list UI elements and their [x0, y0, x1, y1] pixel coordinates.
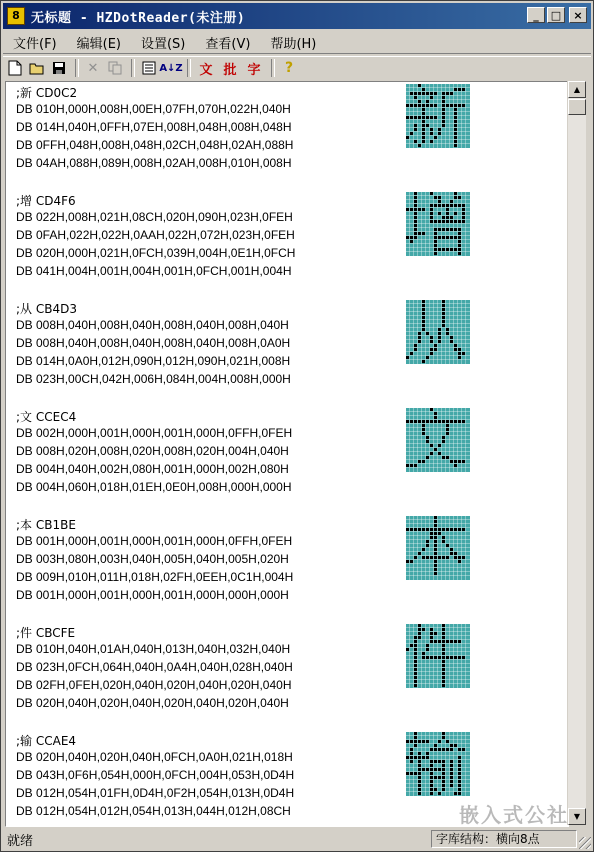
db-line: DB 001H,000H,001H,000H,001H,000H,000H,000H — [16, 588, 289, 602]
window-controls — [527, 7, 587, 23]
text-button-wen[interactable]: 文 — [199, 62, 213, 78]
sort-label: A↓Z — [159, 62, 183, 74]
toolbar-separator — [131, 59, 135, 77]
glyph-entry — [16, 300, 556, 408]
db-line: DB 004H,040H,002H,080H,001H,000H,002H,080H — [16, 462, 289, 476]
scroll-up-icon[interactable]: ▲ — [568, 81, 586, 98]
toolbar — [5, 57, 301, 79]
db-line: DB 003H,080H,003H,040H,005H,040H,005H,020H — [16, 552, 289, 566]
db-line: DB 020H,040H,020H,040H,020H,040H,020H,040H — [16, 696, 289, 710]
open-folder-icon[interactable] — [27, 58, 47, 78]
close-button[interactable]: × — [569, 7, 587, 23]
resize-grip-icon[interactable] — [579, 837, 591, 849]
dot-matrix-preview — [406, 84, 470, 148]
menu-bar — [3, 31, 591, 53]
db-line: DB 001H,000H,001H,000H,001H,000H,0FFH,0FEH — [16, 534, 293, 548]
db-line: DB 043H,0F6H,054H,000H,0FCH,004H,053H,0D4H — [16, 768, 295, 782]
db-line: DB 008H,040H,008H,040H,008H,040H,008H,0A0H — [16, 336, 291, 350]
db-line: DB 020H,040H,020H,040H,0FCH,0A0H,021H,018H — [16, 750, 293, 764]
toolbar-separator — [75, 59, 79, 77]
db-line: DB 014H,040H,0FFH,07EH,008H,048H,008H,048H — [16, 120, 292, 134]
dot-matrix-preview — [406, 300, 470, 364]
sort-az-icon[interactable] — [161, 58, 181, 78]
title-bar[interactable] — [3, 3, 591, 29]
menu-view[interactable]: 查看(V) — [205, 36, 251, 52]
maximize-button[interactable]: □ — [547, 7, 565, 23]
toolbar-separator — [271, 59, 275, 77]
db-line: DB 009H,010H,011H,018H,02FH,0EEH,0C1H,004H — [16, 570, 294, 584]
db-line: DB 023H,00CH,042H,006H,084H,004H,008H,000H — [16, 372, 291, 386]
db-line: DB 023H,0FCH,064H,040H,0A4H,040H,028H,040H — [16, 660, 293, 674]
code-view[interactable] — [5, 81, 569, 827]
db-line: DB 010H,000H,008H,00EH,07FH,070H,022H,040H — [16, 102, 291, 116]
status-ready: 就绪 — [7, 833, 34, 849]
db-line: DB 012H,054H,01FH,0D4H,0F2H,054H,013H,0D4H — [16, 786, 295, 800]
db-line: DB 002H,000H,001H,000H,001H,000H,0FFH,0FEH — [16, 426, 293, 440]
scroll-thumb[interactable] — [568, 99, 586, 115]
db-line: DB 012H,054H,012H,054H,013H,044H,012H,08CH — [16, 804, 291, 818]
vertical-scrollbar[interactable] — [567, 81, 586, 825]
list-icon[interactable] — [139, 58, 159, 78]
menu-settings[interactable]: 设置(S) — [140, 36, 186, 52]
db-line: DB 0FAH,022H,022H,0AAH,022H,072H,023H,0FEH — [16, 228, 295, 242]
glyph-header: ;本 CB1BE — [16, 518, 76, 532]
glyph-header: ;件 CBCFE — [16, 626, 76, 640]
new-file-icon[interactable] — [5, 58, 25, 78]
help-icon[interactable]: ? — [284, 60, 294, 76]
db-line: DB 022H,008H,021H,08CH,020H,090H,023H,0FEH — [16, 210, 293, 224]
glyph-header: ;输 CCAE4 — [16, 734, 77, 748]
dot-matrix-preview — [406, 408, 470, 472]
glyph-header: ;文 CCEC4 — [16, 410, 77, 424]
db-line: DB 02FH,0FEH,020H,040H,020H,040H,020H,040H — [16, 678, 292, 692]
status-font-structure: 字库结构：横向8点 — [431, 830, 577, 848]
db-line: DB 004H,060H,018H,01EH,0E0H,008H,000H,000H — [16, 480, 292, 494]
menu-help[interactable]: 帮助(H) — [270, 36, 317, 52]
glyph-entry — [16, 84, 556, 192]
dot-matrix-preview — [406, 192, 470, 256]
db-line: DB 010H,040H,01AH,040H,013H,040H,032H,040H — [16, 642, 291, 656]
glyph-entry — [16, 516, 556, 624]
glyph-entry — [16, 192, 556, 300]
scroll-down-icon[interactable]: ▼ — [568, 808, 586, 825]
status-bar — [3, 829, 591, 849]
glyph-header: ;新 CD0C2 — [16, 86, 78, 100]
db-line: DB 04AH,088H,089H,008H,02AH,008H,010H,008H — [16, 156, 292, 170]
minimize-button[interactable]: _ — [527, 7, 545, 23]
db-line: DB 008H,040H,008H,040H,008H,040H,008H,040H — [16, 318, 289, 332]
menu-edit[interactable]: 编辑(E) — [76, 36, 121, 52]
dot-matrix-preview — [406, 732, 470, 796]
cut-icon[interactable]: ✕ — [87, 60, 99, 76]
glyph-entry — [16, 624, 556, 732]
glyph-header: ;增 CD4F6 — [16, 194, 76, 208]
copy-icon[interactable] — [105, 58, 125, 78]
app-icon[interactable]: 8 — [7, 7, 25, 25]
db-line: DB 041H,004H,001H,004H,001H,0FCH,001H,004H — [16, 264, 292, 278]
db-line: DB 020H,000H,021H,0FCH,039H,004H,0E1H,0FCH — [16, 246, 296, 260]
dot-matrix-preview — [406, 516, 470, 580]
watermark: 嵌入式公社 — [459, 803, 569, 827]
glyph-header: ;从 CB4D3 — [16, 302, 77, 316]
toolbar-separator — [187, 59, 191, 77]
text-button-zi[interactable]: 字 — [247, 62, 261, 78]
db-line: DB 0FFH,048H,008H,048H,02CH,048H,02AH,088H — [16, 138, 294, 152]
db-line: DB 008H,020H,008H,020H,008H,020H,004H,040H — [16, 444, 289, 458]
dot-matrix-preview — [406, 624, 470, 688]
db-line: DB 014H,0A0H,012H,090H,012H,090H,021H,008H — [16, 354, 291, 368]
save-disk-icon[interactable] — [49, 58, 69, 78]
glyph-entry — [16, 408, 556, 516]
menu-file[interactable]: 文件(F) — [13, 36, 57, 52]
window-title: 无标题 - HZDotReader(未注册) — [31, 10, 246, 26]
text-button-pi[interactable]: 批 — [223, 62, 237, 78]
